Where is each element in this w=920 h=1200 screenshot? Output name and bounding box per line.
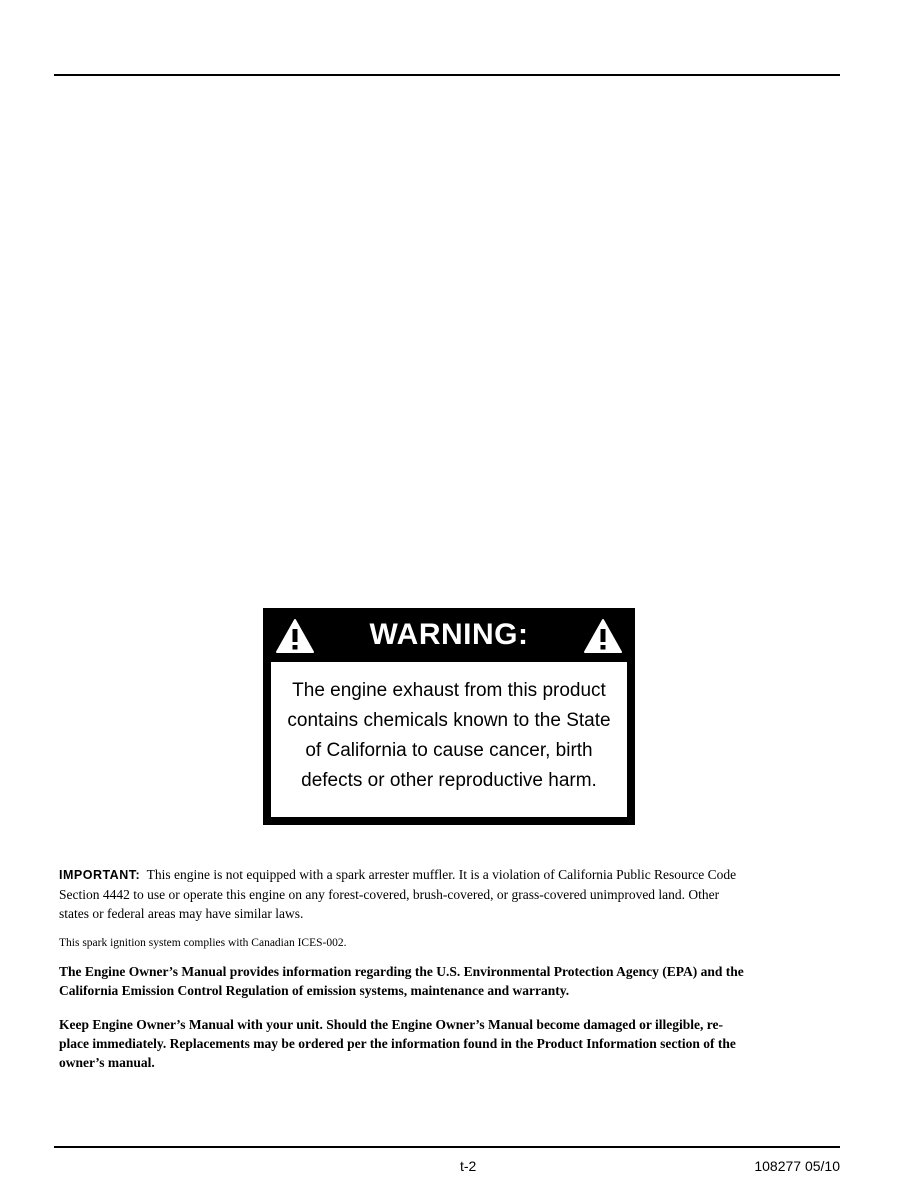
important-line: Section 4442 to use or operate this engine on any forest-covered, brush-covered, or grass-covered unimproved land. Other (59, 887, 720, 902)
keep-line: place immediately. Replacements may be ordered per the information found in the Product Information section of the (59, 1036, 736, 1051)
epa-line: The Engine Owner’s Manual provides information regarding the U.S. Environmental Protection Agency (EPA) and the (59, 964, 744, 979)
epa-notice (59, 962, 841, 1000)
warning-line: defects or other reproductive harm. (301, 770, 597, 791)
keep-line: owner’s manual. (59, 1055, 155, 1070)
bottom-rule (54, 1146, 840, 1148)
page-number: t-2 (460, 1158, 477, 1174)
epa-line: California Emission Control Regulation of emission systems, maintenance and warranty. (59, 983, 570, 998)
warning-line: of California to cause cancer, birth (305, 740, 593, 761)
important-label: IMPORTANT: (59, 868, 141, 882)
warning-line: contains chemicals known to the State (287, 710, 611, 731)
ices-compliance-note (59, 934, 841, 953)
keep-manual-notice (59, 1015, 841, 1072)
keep-line: Keep Engine Owner’s Manual with your unit. Should the Engine Owner’s Manual become damaged or illegible, re- (59, 1017, 724, 1032)
warning-message (271, 676, 627, 796)
warning-header (263, 608, 635, 662)
warning-triangle-icon (583, 618, 623, 654)
warning-label (263, 608, 635, 825)
ices-text: This spark ignition system complies with Canadian ICES-002. (59, 937, 347, 949)
important-notice (59, 865, 841, 923)
important-line: states or federal areas may have similar laws. (59, 906, 304, 921)
top-rule (54, 74, 840, 76)
warning-body (271, 662, 627, 817)
warning-title: WARNING: (369, 618, 529, 651)
document-code: 108277 05/10 (754, 1158, 840, 1174)
important-line: This engine is not equipped with a spark arrester muffler. It is a violation of California Public Resource Code (146, 867, 737, 882)
warning-line: The engine exhaust from this product (292, 680, 606, 701)
